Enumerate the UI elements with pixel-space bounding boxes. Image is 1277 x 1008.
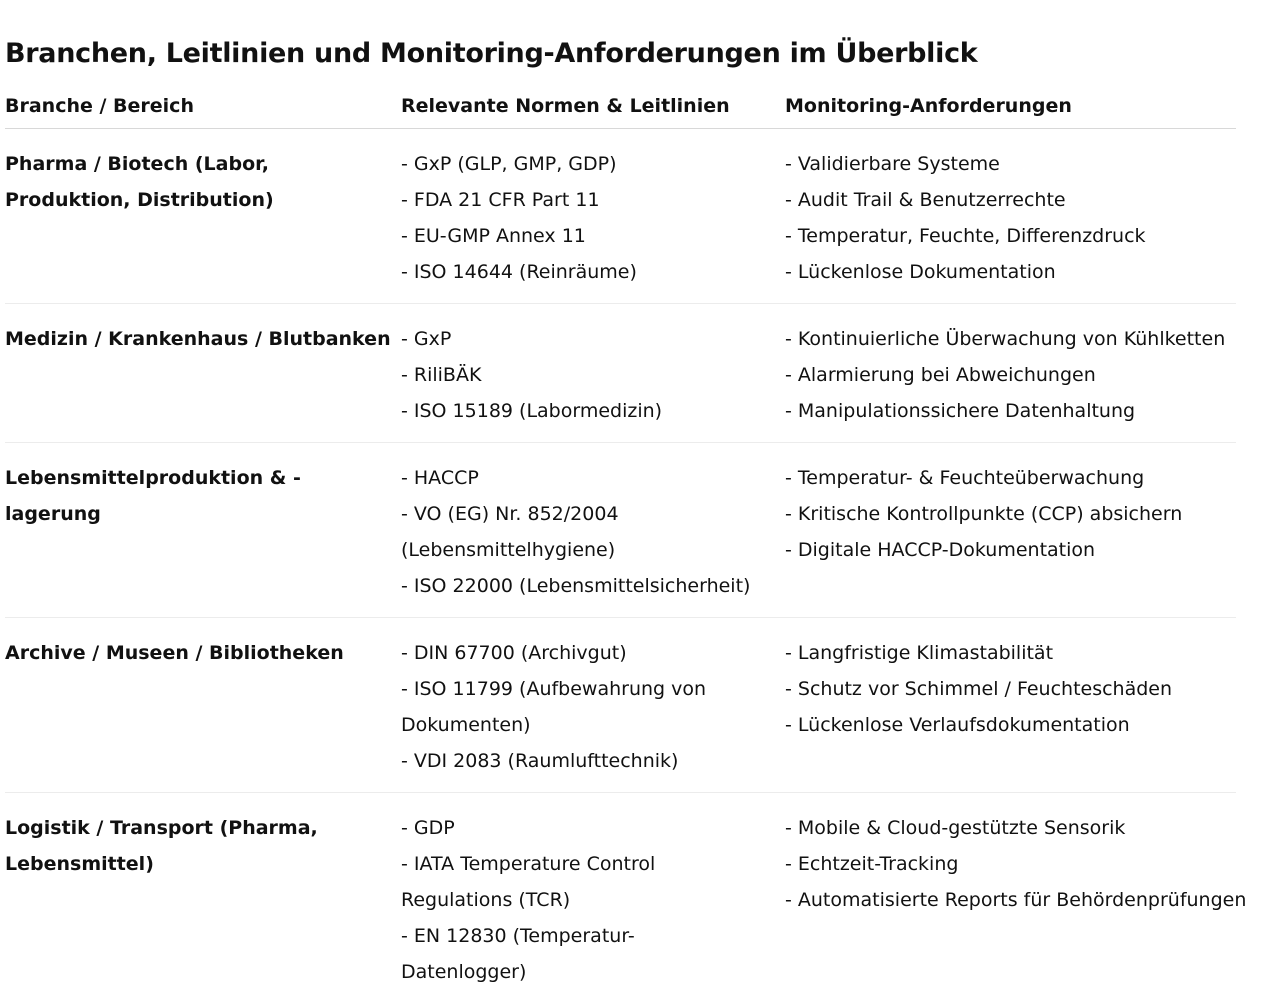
table-row	[5, 618, 1236, 793]
page-title: Branchen, Leitlinien und Monitoring-Anforderungen im Überblick	[5, 38, 978, 69]
normen-cell	[401, 810, 771, 990]
cell-line: Lebensmittelproduktion & -	[5, 467, 301, 489]
cell-line: - Lückenlose Verlaufsdokumentation	[785, 714, 1130, 736]
branche-cell	[5, 321, 391, 357]
cell-line: Pharma / Biotech (Labor,	[5, 153, 269, 175]
cell-line: - Temperatur- & Feuchteüberwachung	[785, 467, 1145, 489]
cell-line: - EU-GMP Annex 11	[401, 225, 586, 247]
cell-line: - Temperatur, Feuchte, Differenzdruck	[785, 225, 1146, 247]
column-header-normen: Relevante Normen & Leitlinien	[401, 95, 730, 117]
monitoring-cell	[785, 635, 1245, 743]
cell-line: lagerung	[5, 503, 101, 525]
column-header-branche: Branche / Bereich	[5, 95, 194, 117]
normen-cell	[401, 635, 771, 779]
cell-line: - ISO 15189 (Labormedizin)	[401, 400, 663, 422]
monitoring-cell	[785, 810, 1245, 918]
table-header-row	[5, 84, 1236, 129]
industry-table	[5, 84, 1247, 983]
cell-line: (Lebensmittelhygiene)	[401, 539, 616, 561]
cell-line: - Manipulationssichere Datenhaltung	[785, 400, 1136, 422]
cell-line: - GxP (GLP, GMP, GDP)	[401, 153, 617, 175]
table-row	[5, 129, 1236, 304]
monitoring-cell	[785, 146, 1245, 290]
cell-line: - VO (EG) Nr. 852/2004	[401, 503, 619, 525]
cell-line: Regulations (TCR)	[401, 889, 571, 911]
cell-line: - Kritische Kontrollpunkte (CCP) absichern	[785, 503, 1183, 525]
cell-line: - FDA 21 CFR Part 11	[401, 189, 600, 211]
cell-line: Archive / Museen / Bibliotheken	[5, 642, 344, 664]
cell-line: Dokumenten)	[401, 714, 531, 736]
table-row	[5, 443, 1236, 618]
normen-cell	[401, 146, 771, 290]
cell-line: - Lückenlose Dokumentation	[785, 261, 1056, 283]
cell-line: - Echtzeit-Tracking	[785, 853, 959, 875]
cell-line: - DIN 67700 (Archivgut)	[401, 642, 627, 664]
cell-line: - GxP	[401, 328, 452, 350]
column-header-monitoring: Monitoring-Anforderungen	[785, 95, 1072, 117]
cell-line: - HACCP	[401, 467, 479, 489]
cell-line: - Mobile & Cloud-gestützte Sensorik	[785, 817, 1126, 839]
cell-line: - IATA Temperature Control	[401, 853, 656, 875]
cell-line: - ISO 14644 (Reinräume)	[401, 261, 637, 283]
branche-cell	[5, 810, 375, 882]
normen-cell	[401, 460, 771, 604]
cell-line: - GDP	[401, 817, 455, 839]
cell-line: - ISO 22000 (Lebensmittelsicherheit)	[401, 575, 751, 597]
table-row	[5, 304, 1236, 443]
cell-line: - Langfristige Klimastabilität	[785, 642, 1054, 664]
cell-line: - RiliBÄK	[401, 364, 482, 386]
monitoring-cell	[785, 460, 1245, 568]
cell-line: - ISO 11799 (Aufbewahrung von	[401, 678, 707, 700]
cell-line: - Schutz vor Schimmel / Feuchteschäden	[785, 678, 1173, 700]
cell-line: Lebensmittel)	[5, 853, 154, 875]
normen-cell	[401, 321, 771, 429]
branche-cell	[5, 635, 375, 671]
cell-line: Medizin / Krankenhaus / Blutbanken	[5, 328, 391, 350]
cell-line: - Automatisierte Reports für Behördenprüfungen	[785, 889, 1247, 911]
cell-line: - EN 12830 (Temperatur-	[401, 925, 635, 947]
cell-line: - Digitale HACCP-Dokumentation	[785, 539, 1096, 561]
cell-line: - Validierbare Systeme	[785, 153, 1000, 175]
cell-line: Produktion, Distribution)	[5, 189, 274, 211]
branche-cell	[5, 146, 375, 218]
cell-line: - Kontinuierliche Überwachung von Kühlketten	[785, 328, 1226, 350]
cell-line: - Alarmierung bei Abweichungen	[785, 364, 1096, 386]
cell-line: - VDI 2083 (Raumlufttechnik)	[401, 750, 679, 772]
cell-line: Datenlogger)	[401, 961, 527, 983]
cell-line: Logistik / Transport (Pharma,	[5, 817, 318, 839]
monitoring-cell	[785, 321, 1245, 429]
branche-cell	[5, 460, 375, 532]
cell-line: - Audit Trail & Benutzerrechte	[785, 189, 1066, 211]
table-row	[5, 793, 1247, 983]
